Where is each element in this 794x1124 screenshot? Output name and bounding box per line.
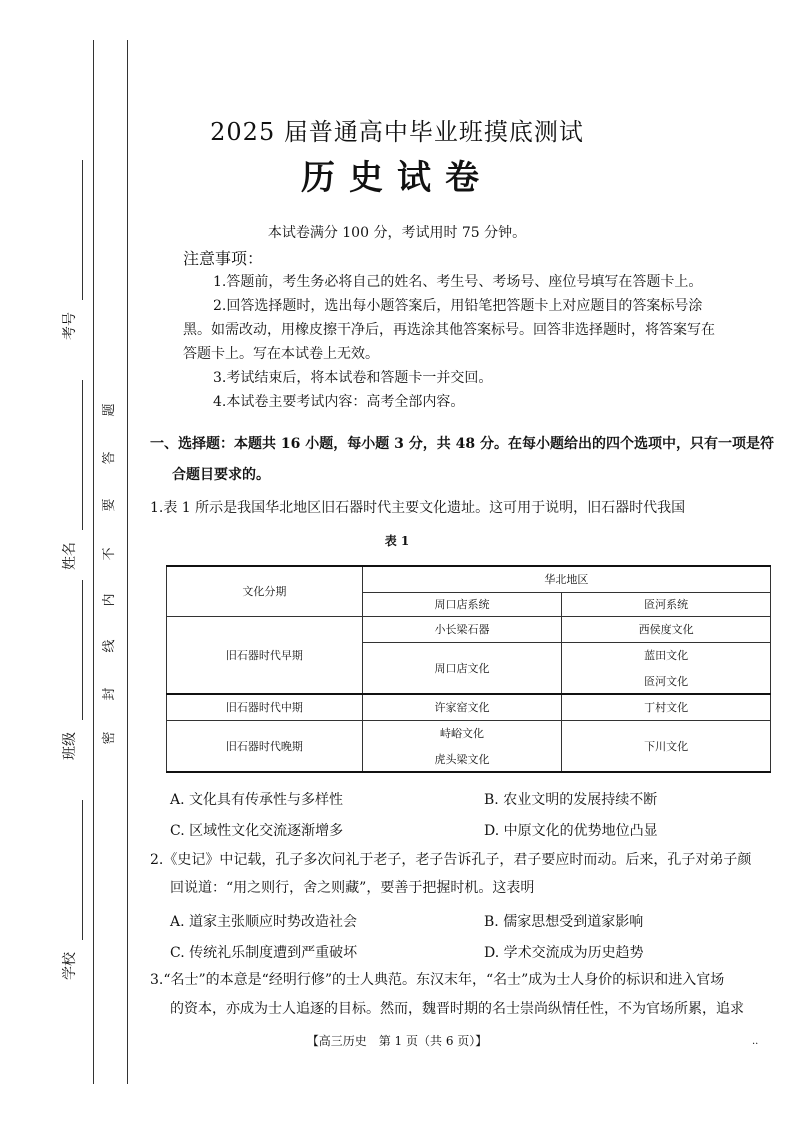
notice-2: 2.回答选择题时，选出每小题答案后，用铅笔把答题卡上对应题目的答案标号涂: [213, 298, 703, 314]
cell-middle-kh: 丁村文化: [562, 694, 771, 720]
seal-char-8: 题: [102, 403, 117, 417]
cell-late-kh: 下川文化: [562, 720, 771, 772]
q3-stem-cont: 的资本，亦成为士人追逐的目标。然而，魏晋时期的名士崇尚纵情任性，不为官场所累，追求: [170, 1001, 744, 1017]
class-field[interactable]: [58, 580, 88, 760]
q2-option-a[interactable]: A. 道家主张顺应时势改造社会: [170, 914, 358, 930]
seal-char-7: 答: [102, 451, 117, 465]
q1-option-c[interactable]: C. 区域性文化交流逐渐增多: [170, 823, 344, 839]
cell-middle-zkd: 许家窑文化: [362, 694, 562, 720]
exam-title: 2025 届普通高中毕业班摸底测试: [210, 118, 584, 146]
class-label: 班级: [62, 732, 78, 760]
notice-2-cont: 黑。如需改动，用橡皮擦干净后，再选涂其他答案标号。回答非选择题时，将答案写在: [183, 322, 715, 338]
seal-char-3: 线: [102, 639, 117, 653]
school-field[interactable]: [58, 800, 88, 980]
seal-char-4: 内: [102, 593, 117, 607]
school-label: 学校: [62, 952, 78, 980]
cell-late-zkd-2: 虎头梁文化: [362, 746, 562, 772]
name-underline: [82, 380, 83, 530]
notice-4: 4.本试卷主要考试内容：高考全部内容。: [213, 394, 465, 410]
cell-early-zkd-2: 周口店文化: [362, 642, 562, 694]
footer-mark: ..: [752, 1036, 759, 1047]
table-caption: 表 1: [384, 534, 410, 548]
period-early: 旧石器时代早期: [167, 616, 363, 694]
q2-stem-cont: 回说道：“用之则行，舍之则藏”，要善于把握时机。这表明: [170, 880, 535, 896]
q2-stem: 2.《史记》中记载，孔子多次问礼于老子，老子告诉孔子，君子要应时而动。后来，孔子对弟子颜: [150, 852, 752, 868]
header-kh-system: 匼河系统: [562, 592, 771, 616]
notice-3: 3.考试结束后，将本试卷和答题卡一并交回。: [213, 370, 493, 386]
q1-option-d[interactable]: D. 中原文化的优势地位凸显: [484, 823, 658, 839]
culture-sites-table: [166, 565, 771, 773]
notice-2-end: 答题卡上。写在本试卷上无效。: [183, 346, 379, 362]
notice-1: 1.答题前，考生务必将自己的姓名、考生号、考场号、座位号填写在答题卡上。: [213, 274, 703, 290]
name-label: 姓名: [62, 542, 78, 570]
section1-heading-cont: 合题目要求的。: [172, 467, 270, 483]
cell-early-kh-3: 匼河文化: [562, 668, 771, 694]
cell-early-zkd-1: 小长梁石器: [362, 616, 562, 642]
seal-char-5: 不: [102, 547, 117, 561]
cell-early-kh-1: 西侯度文化: [562, 616, 771, 642]
header-period: 文化分期: [167, 566, 363, 616]
cell-early-kh-2: 蓝田文化: [562, 642, 771, 668]
seal-char-6: 要: [102, 498, 117, 512]
header-zkd-system: 周口店系统: [362, 592, 562, 616]
exam-no-label: 考号: [62, 312, 78, 340]
q1-option-b[interactable]: B. 农业文明的发展持续不断: [484, 792, 658, 808]
q2-option-b[interactable]: B. 儒家思想受到道家影响: [484, 914, 644, 930]
seal-char-1: 密: [102, 731, 117, 745]
school-underline: [82, 800, 83, 940]
header-region: 华北地区: [362, 566, 770, 592]
cell-late-zkd-1: 峙峪文化: [362, 720, 562, 746]
q2-option-c[interactable]: C. 传统礼乐制度遭到严重破坏: [170, 945, 358, 961]
q1-option-a[interactable]: A. 文化具有传承性与多样性: [170, 792, 344, 808]
period-middle: 旧石器时代中期: [167, 694, 363, 720]
exam-intro: 本试卷满分 100 分，考试用时 75 分钟。: [267, 225, 527, 241]
q3-stem: 3.“名士”的本意是“经明行修”的士人典范。东汉末年，“名士”成为士人身价的标识和进入官场: [150, 972, 725, 988]
q2-option-d[interactable]: D. 学术交流成为历史趋势: [484, 945, 644, 961]
section1-heading: 一、选择题：本题共 16 小题，每小题 3 分，共 48 分。在每小题给出的四个选项中，只有一项是符: [150, 436, 774, 452]
q1-stem: 1.表 1 所示是我国华北地区旧石器时代主要文化遗址。这可用于说明，旧石器时代我国: [150, 500, 686, 516]
notice-heading: 注意事项：: [183, 249, 264, 268]
seal-char-2: 封: [102, 687, 117, 701]
page-footer: 【高三历史 第 1 页（共 6 页）】: [306, 1034, 488, 1048]
subject-title: 历史试卷: [301, 158, 493, 198]
period-late: 旧石器时代晚期: [167, 720, 363, 772]
class-underline: [82, 580, 83, 720]
